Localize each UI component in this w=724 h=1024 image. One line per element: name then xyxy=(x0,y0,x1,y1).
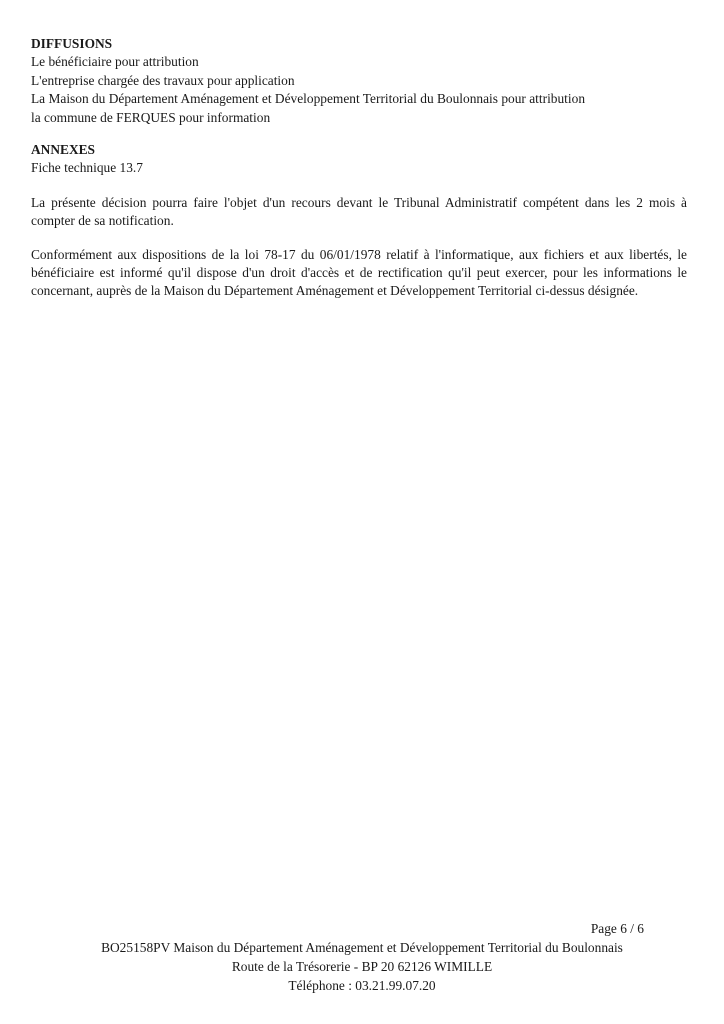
footer-line-address: Route de la Trésorerie - BP 20 62126 WIMILLE xyxy=(231,959,493,975)
footer-line-reference: BO25158PV Maison du Département Aménagement et Développement Territorial du Boulonnais xyxy=(101,940,623,955)
annexe-line: Fiche technique 13.7 xyxy=(31,160,143,176)
page-number: Page 6 / 6 xyxy=(590,921,644,936)
document-page xyxy=(31,35,687,316)
diffusion-line: La Maison du Département Aménagement et Développement Territorial du Boulonnais pour attribution xyxy=(31,91,586,107)
privacy-paragraph: Conformément aux dispositions de la loi 78-17 du 06/01/1978 relatif à l'informatique, aux fichiers et aux libertés, le bénéficiaire est informé qu'il dispose d'un droit d'accès et de rectification qu'il peut exercer, pour les informations le concernant, auprès de la Maison du Département Aménagement et Développement Territorial ci-dessus désignée. xyxy=(31,246,687,299)
annexes-section xyxy=(31,141,687,178)
appeal-paragraph: La présente décision pourra faire l'objet d'un recours devant le Tribunal Administratif compétent dans les 2 mois à compter de sa notification. xyxy=(31,194,687,229)
annexes-heading: ANNEXES xyxy=(31,142,95,158)
footer-line-phone: Téléphone : 03.21.99.07.20 xyxy=(288,978,436,994)
footer-address-block xyxy=(0,938,724,996)
diffusion-line: la commune de FERQUES pour information xyxy=(31,109,271,125)
diffusions-heading: DIFFUSIONS xyxy=(31,36,113,51)
diffusions-section xyxy=(31,35,687,127)
diffusion-line: Le bénéficiaire pour attribution xyxy=(31,54,199,70)
diffusion-line: L'entreprise chargée des travaux pour application xyxy=(31,72,295,88)
